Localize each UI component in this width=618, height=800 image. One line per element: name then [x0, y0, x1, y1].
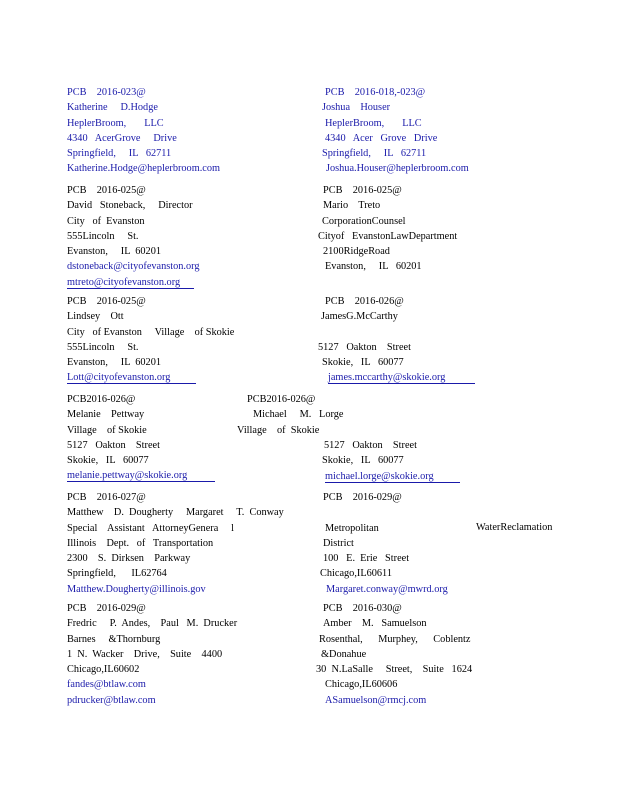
street-address: 5127 Oakton Street [67, 439, 160, 451]
address-block-pettway [67, 392, 215, 484]
case-number: PCB2016-026@ [67, 394, 136, 405]
city-state-zip: Chicago,IL60611 [320, 568, 392, 580]
email-link[interactable]: james.mccarthy@skokie.org [328, 372, 475, 384]
email-link[interactable]: dstoneback@cityofevanston.org [67, 261, 200, 273]
case-number: PCB 2016-029@ [323, 492, 402, 503]
address-block-andes [67, 601, 237, 708]
email-link[interactable]: Margaret.conway@mwrd.org [326, 583, 448, 595]
street-address: 4340 Acer Grove Drive [325, 132, 438, 144]
address-block-hodge [67, 85, 220, 177]
organization: Metropolitan [325, 522, 379, 534]
case-number: PCB 2016-023@ [67, 87, 146, 98]
address-block-dougherty [67, 490, 284, 597]
case-number: PCB2016-026@ [247, 394, 316, 405]
email-link[interactable]: pdrucker@btlaw.com [67, 694, 156, 706]
contact-name: Joshua Houser [322, 102, 391, 114]
case-number: PCB 2016-030@ [323, 603, 402, 614]
street-address: 555Lincoln St. [67, 230, 139, 242]
city-state-zip: Evanston, IL 60201 [325, 261, 422, 273]
city-state-zip: Springfield, IL62764 [67, 568, 167, 580]
city-state-zip: Chicago,IL60606 [325, 679, 398, 691]
street-address: 2300 S. Dirksen Parkway [67, 553, 191, 565]
address-block-lorge-address [322, 438, 460, 484]
organization: Illinois Dept. of Transportation [67, 537, 214, 549]
case-number: PCB 2016-025@ [323, 185, 402, 196]
city-state-zip: Springfield, IL 62711 [322, 148, 427, 160]
address-block-stoneback [67, 183, 200, 290]
city-state-zip: Skokie, IL 60077 [67, 455, 149, 467]
case-number: PCB 2016-025@ [67, 296, 146, 307]
address-block-treto [318, 183, 457, 275]
address-block-mccarthy [318, 294, 475, 386]
contact-name: Katherine D.Hodge [67, 102, 158, 114]
case-number: PCB 2016-029@ [67, 603, 146, 614]
address-block-samuelson [316, 601, 472, 708]
contact-name: Michael M. Lorge [253, 409, 344, 421]
contact-name: Fredric P. Andes, Paul M. Drucker [67, 618, 238, 630]
contact-name: David Stoneback, Director [67, 200, 193, 212]
email-link[interactable]: michael.lorge@skokie.org [325, 471, 460, 483]
organization: Barnes &Thornburg [67, 633, 161, 645]
email-link[interactable]: fandes@btlaw.com [67, 679, 146, 691]
contact-name: Mario Treto [323, 200, 381, 212]
email-link[interactable]: ASamuelson@rmcj.com [325, 694, 427, 706]
city-state-zip: Evanston, IL 60201 [67, 246, 161, 258]
email-link[interactable]: Matthew.Dougherty@illinois.gov [67, 583, 206, 595]
city-state-zip: Skokie, IL 60077 [322, 357, 404, 369]
email-link[interactable]: mtreto@cityofevanston.org [67, 277, 194, 289]
address-block-lorge [237, 392, 343, 438]
email-link[interactable]: Joshua.Houser@heplerbroom.com [326, 163, 469, 175]
organization-line-2: &Donahue [321, 648, 367, 660]
department: Cityof EvanstonLawDepartment [318, 230, 458, 242]
street-address: 5127 Oakton Street [324, 440, 417, 451]
contact-name: Matthew D. Dougherty Margaret T. Conway [67, 507, 284, 519]
organization: HeplerBroom, LLC [325, 117, 422, 129]
case-number: PCB 2016-018,-023@ [325, 87, 426, 98]
email-link[interactable]: Lott@cityofevanston.org [67, 372, 196, 384]
organization: Rosenthal, Murphey, Coblentz [319, 633, 471, 645]
street-address: 1 N. Wacker Drive, Suite 4400 [67, 648, 223, 660]
contact-name: Lindsey Ott [67, 311, 124, 323]
street-address: 30 N.LaSalle Street, Suite 1624 [316, 664, 473, 676]
address-block-houser [322, 85, 469, 177]
address-block-conway [320, 490, 448, 597]
street-address: 4340 AcerGrove Drive [67, 132, 177, 144]
contact-name: JamesG.McCarthy [321, 311, 398, 323]
organization: City of Evanston Village of Skokie [67, 326, 235, 338]
organization: HeplerBroom, LLC [67, 117, 164, 129]
organization-suffix [476, 520, 552, 535]
organization-line-2: District [323, 537, 354, 549]
city-state-zip: Skokie, IL 60077 [322, 455, 404, 467]
street-address: 555Lincoln St. [67, 341, 139, 353]
email-link[interactable]: Katherine.Hodge@heplerbroom.com [67, 163, 221, 175]
email-link[interactable]: melanie.pettway@skokie.org [67, 470, 215, 482]
street-address: 5127 Oakton Street [318, 341, 411, 353]
organization: City of Evanston [67, 215, 145, 227]
city-state-zip: Springfield, IL 62711 [67, 148, 172, 160]
organization: CorporationCounsel [322, 215, 406, 227]
organization: Village of Skokie [237, 424, 320, 436]
street-address: 2100RidgeRoad [323, 246, 390, 258]
case-number: PCB 2016-025@ [67, 185, 146, 196]
case-number: PCB 2016-026@ [325, 296, 404, 307]
street-address: 100 E. Erie Street [323, 553, 410, 565]
city-state-zip: Evanston, IL 60201 [67, 357, 161, 369]
address-block-ott [67, 294, 234, 386]
title: Special Assistant AttorneyGenera l [67, 522, 235, 534]
city-state-zip: Chicago,IL60602 [67, 664, 140, 676]
contact-name: Melanie Pettway [67, 409, 145, 421]
organization-part: WaterReclamation [476, 522, 553, 533]
organization: Village of Skokie [67, 424, 147, 436]
case-number: PCB 2016-027@ [67, 492, 146, 503]
contact-name: Amber M. Samuelson [323, 618, 427, 630]
